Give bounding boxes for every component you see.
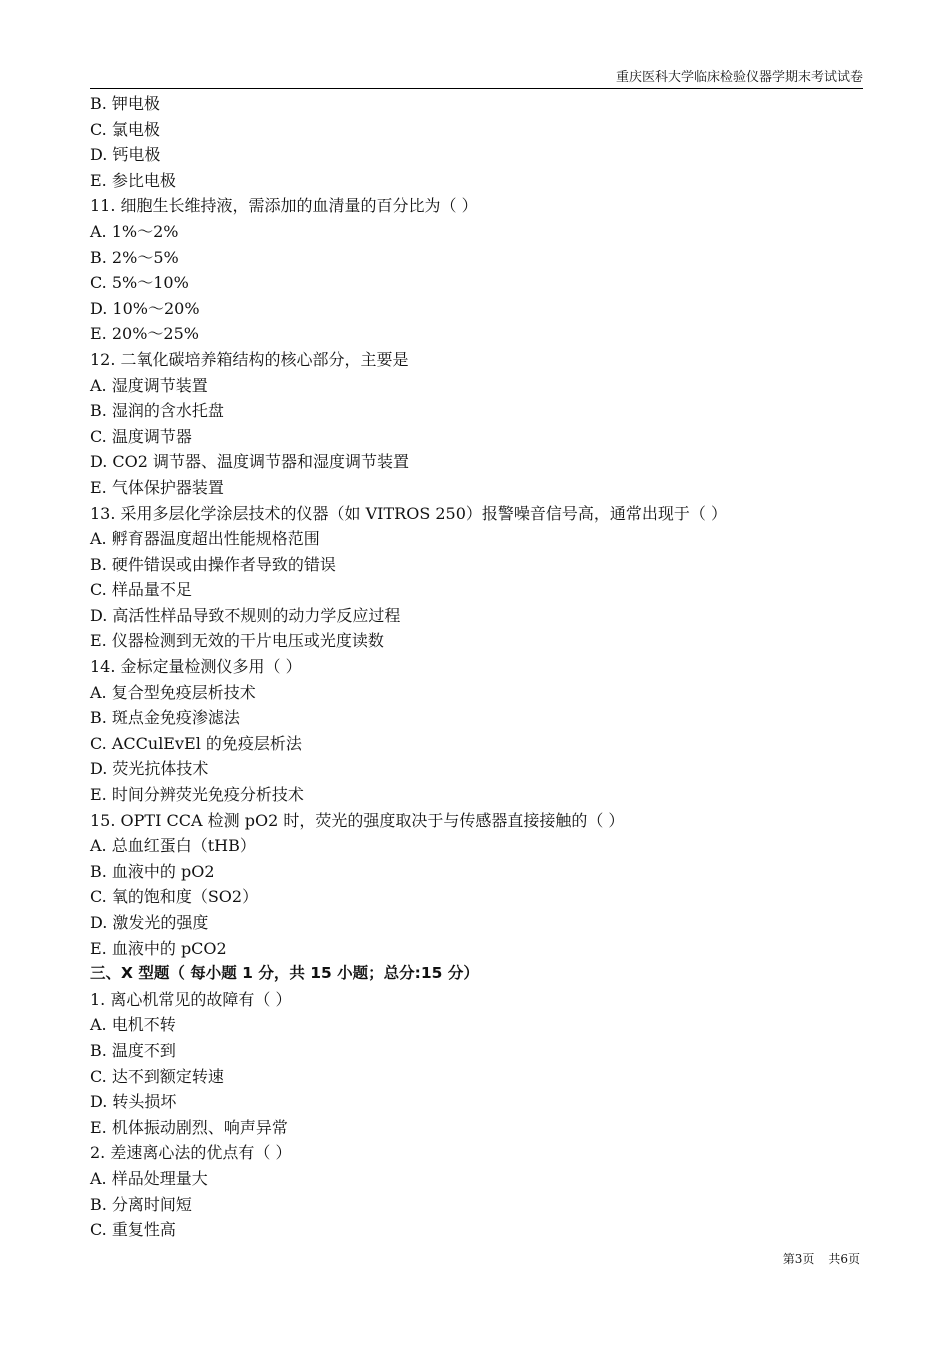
option-line: E. 机体振动剧烈、响声异常	[90, 1117, 288, 1137]
option-line: B. 温度不到	[90, 1040, 176, 1060]
question-line: 2. 差速离心法的优点有（ ）	[90, 1143, 292, 1163]
option-line: A. 电机不转	[90, 1015, 176, 1035]
option-line: E. 气体保护器装置	[90, 477, 224, 497]
option-line: C. 5%～10%	[90, 273, 189, 293]
option-line: B. 湿润的含水托盘	[90, 401, 224, 421]
option-line: B. 2%～5%	[90, 247, 179, 267]
page-footer	[769, 1250, 860, 1267]
option-line: C. 重复性高	[90, 1220, 176, 1240]
option-line: D. 激发光的强度	[90, 913, 209, 932]
option-line: D. 10%～20%	[90, 298, 200, 318]
option-line: C. 样品量不足	[90, 580, 192, 600]
option-line: A. 孵育器温度超出性能规格范围	[90, 529, 320, 549]
option-line: A. 1%～2%	[90, 221, 179, 241]
page-number: 第3页	[782, 1252, 815, 1266]
question-line: 14. 金标定量检测仪多用（ ）	[90, 657, 302, 677]
option-line: D. 转头损坏	[90, 1092, 177, 1112]
option-line: E. 参比电极	[90, 170, 176, 190]
question-line: 15. OPTI CCA 检测 pO2 时，荧光的强度取决于与传感器直接接触的（ ）	[90, 810, 625, 830]
option-line: C. ACCulEvEl 的免疫层析法	[90, 733, 302, 753]
option-line: C. 氧的饱和度（SO2）	[90, 887, 259, 907]
page-header	[90, 70, 863, 89]
option-line: E. 20%～25%	[90, 324, 199, 344]
header-title: 重庆医科大学临床检验仪器学期末考试试卷	[615, 70, 863, 85]
option-line: D. 高活性样品导致不规则的动力学反应过程	[90, 605, 401, 625]
option-line: C. 达不到额定转速	[90, 1066, 224, 1086]
option-line: D. 荧光抗体技术	[90, 759, 209, 779]
option-line: A. 湿度调节装置	[90, 375, 208, 395]
option-line: B. 血液中的 pO2	[90, 861, 215, 881]
question-line: 13. 采用多层化学涂层技术的仪器（如 VITROS 250）报警噪音信号高，通常出现于（ ）	[90, 503, 728, 523]
option-line: A. 样品处理量大	[90, 1168, 208, 1188]
option-line: A. 复合型免疫层析技术	[90, 682, 256, 702]
option-line: A. 总血红蛋白（tHB）	[90, 836, 256, 856]
option-line: B. 钾电极	[90, 94, 160, 113]
section-heading: 三、X 型题（ 每小题 1 分，共 15 小题；总分:15 分）	[90, 964, 479, 983]
option-line: D. 钙电极	[90, 145, 161, 165]
option-line: D. CO2 调节器、温度调节器和湿度调节装置	[90, 452, 410, 472]
option-line: E. 血液中的 pCO2	[90, 938, 227, 958]
question-line: 12. 二氧化碳培养箱结构的核心部分，主要是	[90, 349, 409, 369]
page-total: 共6页	[828, 1252, 860, 1266]
option-line: B. 分离时间短	[90, 1194, 192, 1214]
option-line: C. 温度调节器	[90, 426, 192, 446]
document-body	[90, 91, 870, 1243]
question-line: 1. 离心机常见的故障有（ ）	[90, 989, 292, 1009]
option-line: E. 仪器检测到无效的干片电压或光度读数	[90, 631, 384, 651]
option-line: C. 氯电极	[90, 119, 160, 139]
question-line: 11. 细胞生长维持液，需添加的血清量的百分比为（ ）	[90, 196, 478, 216]
option-line: E. 时间分辨荧光免疫分析技术	[90, 785, 304, 805]
option-line: B. 斑点金免疫渗滤法	[90, 708, 240, 728]
option-line: B. 硬件错误或由操作者导致的错误	[90, 554, 336, 574]
